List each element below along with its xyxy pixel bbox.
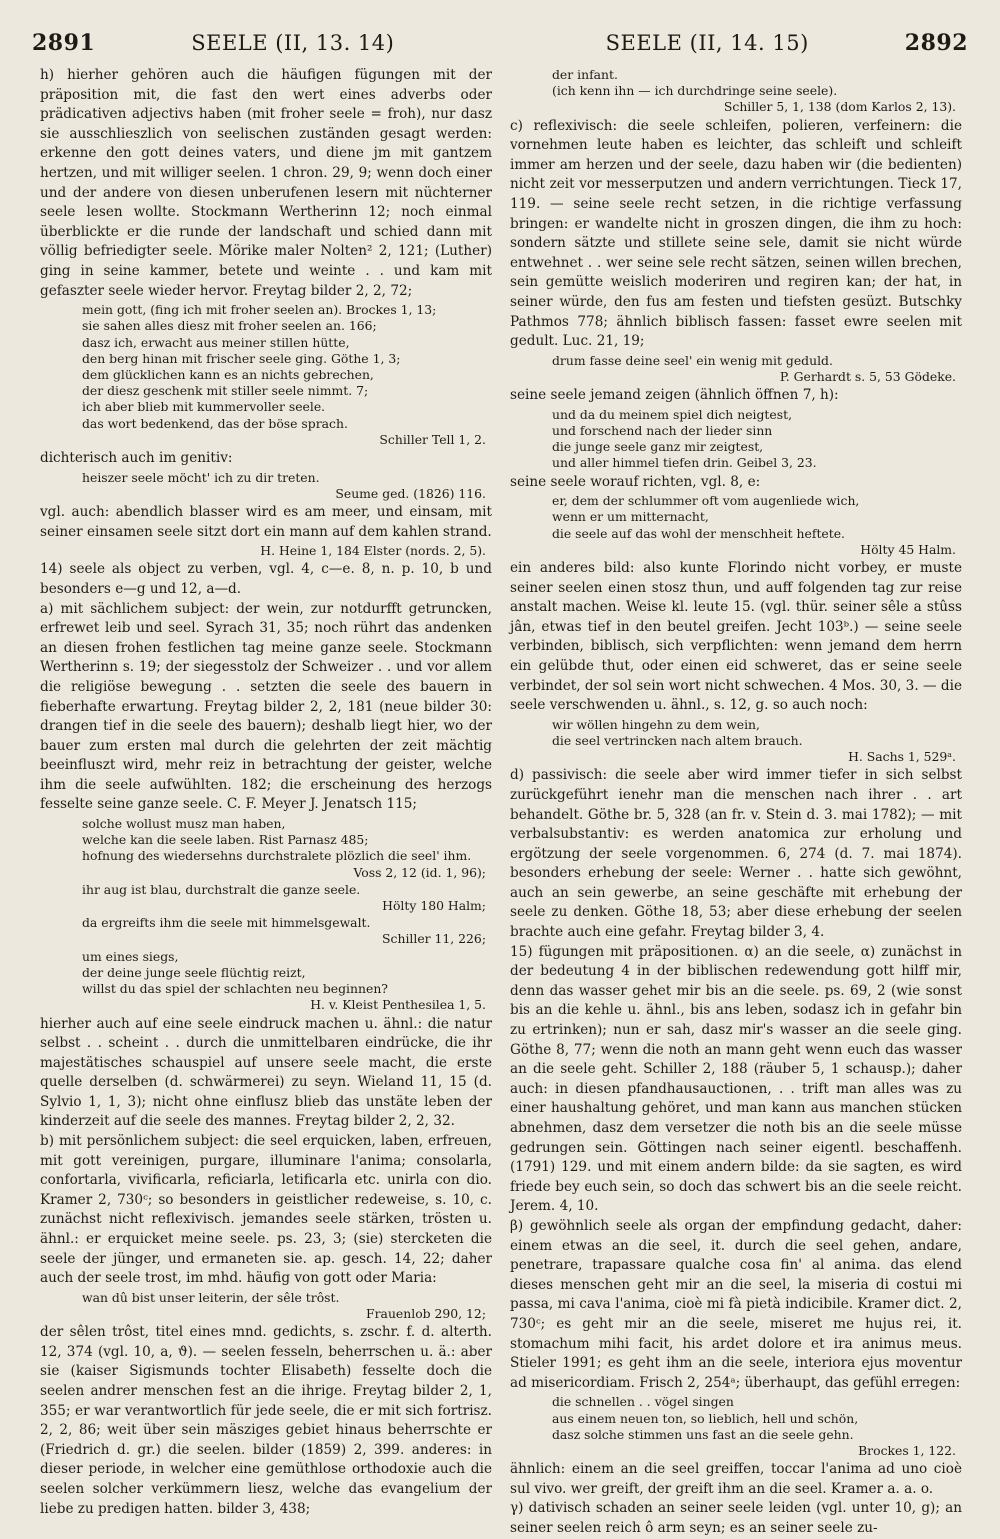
quotation-line: der infant.	[552, 67, 618, 82]
entry-paragraph: der sêlen trôst, titel eines mnd. gedichts, s. zschr. f. d. alterth. 12, 374 (vgl. 10, a, ϑ). — seelen fesseln, beherrschen u. ä.: aber sie (kaiser Sigismunds tochter Elisabeth) fesselte doch die seelen andrer menschen fest an die ihrige. Freytag bilder 2, 1, 355; er war verantwortlich für jede seele, die er mit sich fortrisz. 2, 2, 86; weit über sein mäsziges gebiet hinaus beherrschte er (Friedrich d. gr.) die seelen. bilder (1859) 2, 399. anderes: in dieser periode, in welcher eine gemüthlose orthodoxie auch die seelen solcher verkümmern liesz, welche das evangelium der liebe zu predigen hatten. bilder 3, 438;	[40, 1324, 492, 1517]
quotation-source: Hölty 45 Halm.	[860, 541, 956, 557]
verse-quotation	[552, 1394, 962, 1459]
quotation-line: wenn er um mitternacht,	[552, 509, 709, 525]
verse-quotation	[82, 949, 492, 1014]
quotation-source: Seume ged. (1826) 116.	[335, 485, 486, 501]
entry-paragraph: seine seele jemand zeigen (ähnlich öffnen 7, h):	[510, 387, 839, 404]
quotation-source: Voss 2, 12 (id. 1, 96);	[353, 864, 486, 880]
quotation-line: mein gott, (fing ich mit froher seelen an). Brockes 1, 13;	[82, 302, 437, 318]
entry-paragraph: hierher auch auf eine seele eindruck machen u. ähnl.: die natur selbst . . scheint . . durch die unmittelbaren eindrücke, die ihr majestätisches schauspiel auf unsere seele macht, die erste quelle derselben (d. schwärmerei) zu seyn. Wieland 11, 15 (d. Sylvio 1, 1, 3); nicht ohne einflusz blieb das unstäte leben der kinderzeit auf die seele des mannes. Freytag bilder 2, 2, 32.	[40, 1015, 492, 1130]
quotation-line: sie sahen alles diesz mit froher seelen an. 166;	[82, 318, 377, 334]
verse-quotation	[552, 67, 962, 116]
quotation-line: die seel vertrincken nach altem brauch.	[552, 732, 803, 748]
quotation-line: wan dû bist unser leiterin, der sêle trôst.	[82, 1289, 340, 1305]
entry-paragraph: dichterisch auch im genitiv:	[40, 449, 233, 466]
quotation-source: H. v. Kleist Penthesilea 1, 5.	[310, 997, 486, 1013]
quotation-source: Schiller 11, 226;	[382, 931, 486, 947]
entry-paragraph: a) mit sächlichem subject: der wein, zur notdurfft getruncken, erfrewet leib und seel. Syrach 31, 35; noch rührt das andenken an diesen frohen festlichen tag meine ganze seele. Stockmann Wertherinn s. 19; der siegesstolz der Schweizer . . und vor allem die religiöse bewegung . . setzten die seele des bauern in fieberhafte erwartung. Freytag bilder 2, 2, 181 (neue bilder 30: drangen tief in die seele des bauern); deshalb liegt hier, wo der bauer zum ersten mal durch die gelehrten der zeit mächtig beeinfluszt wird, mehr reiz in betrachtung der geister, welche ihm die seele aufwühlten. 182; die erscheinung des herzogs fesselte seine ganze seele. C. F. Meyer J. Jenatsch 115;	[40, 600, 492, 813]
quotation-source: H. Sachs 1, 529ᵃ.	[848, 749, 956, 765]
quotation-line: die seele auf das wohl der menschheit heftete.	[552, 525, 846, 541]
quotation-source: P. Gerhardt s. 5, 53 Gödeke.	[779, 368, 956, 384]
quotation-line: wir wöllen hingehn zu dem wein,	[552, 716, 760, 732]
entry-paragraph: 15) fügungen mit präpositionen. α) an die seele, α) zunächst in der bedeutung 4 in der biblischen redewendung gott hilff mir, denn das wasser gehet mir bis an die seele. ps. 69, 2 (wie sonst bis an die kehle u. ähnl., bis ans leben, sodasz ich in gefahr bin zu ertrinken); nun er sah, dasz mir's wasser an die seele ging. Göthe 8, 77; wenn die noth an mann geht wenn euch das wasser an die seele geht. Schiller 2, 188 (räuber 5, 1 schausp.); daher auch: in diesen pfandhausauctionen, . . trift man alles was zu einer haushaltung gehöret, und man kann aus manchen stücken abnehmen, dasz dem versetzer die noth bis an die seele müsse gedrungen sein. Göttingen nach seiner eigentl. beschaffenh. (1791) 129. und mit einem andern bilde: da sie sagten, es wird friede bey euch sein, so doch das schwert bis an die seele reicht. Jerem. 4, 10.	[510, 943, 962, 1215]
page-header	[32, 30, 968, 66]
quotation-line: heiszer seele möcht' ich zu dir treten.	[82, 469, 320, 485]
verse-quotation	[82, 1290, 492, 1322]
quotation-line: und aller himmel tiefen drin. Geibel 3, 23.	[552, 455, 817, 471]
entry-paragraph: 14) seele als object zu verben, vgl. 4, c—e. 8, n. p. 10, b und besonders e—g und 12, a—d.	[40, 561, 492, 597]
quotation-source: Frauenlob 290, 12;	[366, 1306, 486, 1322]
verse-quotation	[552, 407, 962, 472]
quotation-line: solche wollust musz man haben,	[82, 816, 286, 832]
quotation-line: willst du das spiel der schlachten neu beginnen?	[82, 981, 388, 997]
entry-paragraph: d) passivisch: die seele aber wird immer tiefer in sich selbst zurückgeführt ienehr man die menschen nach ihrer . . art behandelt. Göthe br. 5, 328 (an fr. v. Stein d. 3. mai 1782); — mit verbalsubstantiv: es werden anatomica zur erholung und ergötzung der seele vorgenommen. 6, 274 (d. 7. mai 1874). besonders erhebung der seele: Werner . . hatte sich gewöhnt, auch an sein gewerbe, an seine geschäfte mit erhebung der seele zu denken. Göthe 18, 53; aber diese erhebung der seelen brachte auch eine gefahr. Freytag bilder 3, 4.	[510, 767, 962, 941]
verse-quotation	[82, 816, 492, 881]
entry-paragraph: seine seele worauf richten, vgl. 8, e:	[510, 473, 761, 490]
quotation-source: Brockes 1, 122.	[858, 1442, 956, 1458]
verse-quotation	[552, 353, 962, 385]
left-page-number: 2891	[32, 30, 96, 56]
entry-paragraph: ein anderes bild: also kunte Florindo nicht vorbey, er muste seiner seelen einen stosz thun, und auff folgenden tag zur reise anstalt machen. Weise kl. leute 15. (vgl. thür. seiner sêle a stûss jân, etwas tief in den beutel greifen. Jecht 103ᵇ.) — seine seele verbinden, biblisch, sich verpflichten: wenn jemand dem herrn ein gelübde thut, oder einen eid schweret, das er seine seele verbindet, der sol sein wort nicht schwechen. 4 Mos. 30, 3. — die seele verschwenden u. ähnl., s. 12, g. so auch noch:	[510, 559, 962, 714]
quotation-line: den berg hinan mit frischer seele ging. Göthe 1, 3;	[82, 350, 401, 366]
verse-quotation	[552, 717, 962, 766]
entry-paragraph: β) gewöhnlich seele als organ der empfindung gedacht, daher: einem etwas an die seel, it. durch die seel gehen, andare, penetrare, trapassare qualche cosa fin' al anima. das elend dieses menschen geht mir an die seel, la miseria di costui mi passa, mi cava l'anima, cioè mi fà pietà indicibile. Kramer dict. 2, 730ᶜ; es geht mir an die seele, miseret me hujus rei, it. stomachum mihi facit, his ardet dolore et ira animus meus. Stieler 1991; es geht ihm an die seele, interiora ejus moventur ad misericordiam. Frisch 2, 254ᵃ; überhaupt, das gefühl erregen:	[510, 1217, 962, 1391]
left-text-column	[40, 66, 492, 1517]
quotation-source: H. Heine 1, 184 Elster (nords. 2, 5).	[260, 543, 486, 559]
right-running-head: SEELE (II, 14. 15)	[605, 31, 809, 55]
quotation-source: Schiller 5, 1, 138 (dom Karlos 2, 13).	[723, 99, 956, 115]
quotation-line: und da du meinem spiel dich neigtest,	[552, 406, 793, 422]
entry-paragraph: vgl. auch: abendlich blasser wird es am meer, und einsam, mit seiner einsamen seele sitzt dort ein mann auf dem kahlen strand.	[40, 503, 492, 540]
verse-quotation	[82, 882, 492, 914]
verse-quotation	[82, 543, 492, 559]
quotation-line: der diesz geschenk mit stiller seele nimmt. 7;	[82, 383, 369, 399]
quotation-line: das wort bedenkend, das der böse sprach.	[82, 415, 348, 431]
right-text-column	[510, 66, 962, 1536]
entry-paragraph: c) reflexivisch: die seele schleifen, polieren, verfeinern: die vornehmen leute haben es leichter, das schleift und schleift immer am herzen und der seele, dazu haben wir (die bedienten) nicht zeit vor messerputzen und andern verrichtungen. Tieck 17, 119. — seine seele recht setzen, in die richtige verfassung bringen: er wandelte nicht in groszen dingen, die ihm zu hoch: sondern sätzte und stillete seine sele, damit sie nicht würde entwehnet . . wer seine sele recht sätzen, seinen willen brechen, sein gemütte weislich moderiren und regiren kan; der hat, in seiner würde, den fus am festen und tiefsten gesüzt. Butschky Pathmos 778; ähnlich biblisch fassen: fasset ewre seelen mit gedult. Luc. 21, 19;	[510, 117, 962, 350]
quotation-source: Hölty 180 Halm;	[382, 898, 486, 914]
quotation-line: (ich kenn ihn — ich durchdringe seine seele).	[552, 83, 838, 99]
quotation-line: er, dem der schlummer oft vom augenliede wich,	[552, 493, 860, 509]
left-running-head: SEELE (II, 13. 14)	[191, 31, 395, 55]
quotation-line: die schnellen . . vögel singen	[552, 1394, 734, 1410]
entry-paragraph: h) hierher gehören auch die häufigen fügungen mit der präposition mit, die fast den wert eines adverbs oder prädicativen adjectivs haben (mit froher seele = froh), nur dasz sie ausschlieszlich von seelischen zuständen gesagt werden: erkenne den gott deines vaters, und diene jm mit gantzem hertzen, und mit williger seelen. 1 chron. 29, 9; wenn doch einer und der andere von diesen unberufenen lesern mit nüchterner seele lesen wollte. Stockmann Wertherinn 12; noch einmal überblickte er die runde der landschaft und schied dann mit völlig befriedigter seele. Mörike maler Nolten² 2, 121; (Luther) ging in seine kammer, betete und weinte . . und kam mit gefaszter seele wieder hervor. Freytag bilder 2, 2, 72;	[40, 67, 492, 299]
right-page-number: 2892	[904, 30, 968, 56]
verse-quotation	[552, 493, 962, 558]
verse-quotation	[82, 915, 492, 947]
quotation-line: dasz solche stimmen uns fast an die seele gehn.	[552, 1426, 854, 1442]
entry-paragraph: ähnlich: einem an die seel greiffen, toccar l'anima ad uno cioè sul vivo. wer greift, der greift ihm an die seel. Kramer a. a. o.	[510, 1461, 962, 1497]
verse-quotation	[82, 470, 492, 502]
quotation-line: aus einem neuen ton, so lieblich, hell und schön,	[552, 1410, 859, 1426]
quotation-line: der deine junge seele flüchtig reizt,	[82, 964, 306, 980]
entry-paragraph: γ) dativisch schaden an seiner seele leiden (vgl. unter 10, g); an seiner seelen reich ô arm seyn; es an seiner seele zu-	[510, 1500, 962, 1536]
quotation-line: hofnung des wiedersehns durchstralete plözlich die seel' ihm.	[82, 848, 472, 864]
quotation-line: und forschend nach der lieder sinn	[552, 422, 773, 438]
quotation-line: dem glücklichen kann es an nichts gebrechen,	[82, 366, 374, 382]
quotation-source: Schiller Tell 1, 2.	[379, 431, 486, 447]
quotation-line: um eines siegs,	[82, 948, 179, 964]
quotation-line: ich aber blieb mit kummervoller seele.	[82, 399, 326, 415]
quotation-line: die junge seele ganz mir zeigtest,	[552, 439, 764, 455]
quotation-line: dasz ich, erwacht aus meiner stillen hütte,	[82, 334, 350, 350]
verse-quotation	[82, 302, 492, 448]
quotation-line: welche kan die seele laben. Rist Parnasz 485;	[82, 832, 369, 848]
quotation-line: ihr aug ist blau, durchstralt die ganze seele.	[82, 881, 361, 897]
entry-paragraph: b) mit persönlichem subject: die seel erquicken, laben, erfreuen, mit gott vereinigen, purgare, illuminare l'anima; consolarla, confortarla, vivificarla, reficiarla, letificarla etc. unirla con dio. Kramer 2, 730ᶜ; so besonders in geistlicher redeweise, s. 10, c. zunächst nicht reflexivisch. jemandes seele stärken, trösten u. ähnl.: er erquicket meine seele. ps. 23, 3; (sie) stercketen die seele der jünger, und ermaneten sie. ap. gesch. 14, 22; daher auch der seele trost, im mhd. häufig von gott oder Maria:	[40, 1133, 492, 1287]
quotation-line: da ergreifts ihm die seele mit himmelsgewalt.	[82, 915, 371, 931]
quotation-line: drum fasse deine seel' ein wenig mit geduld.	[552, 352, 833, 368]
